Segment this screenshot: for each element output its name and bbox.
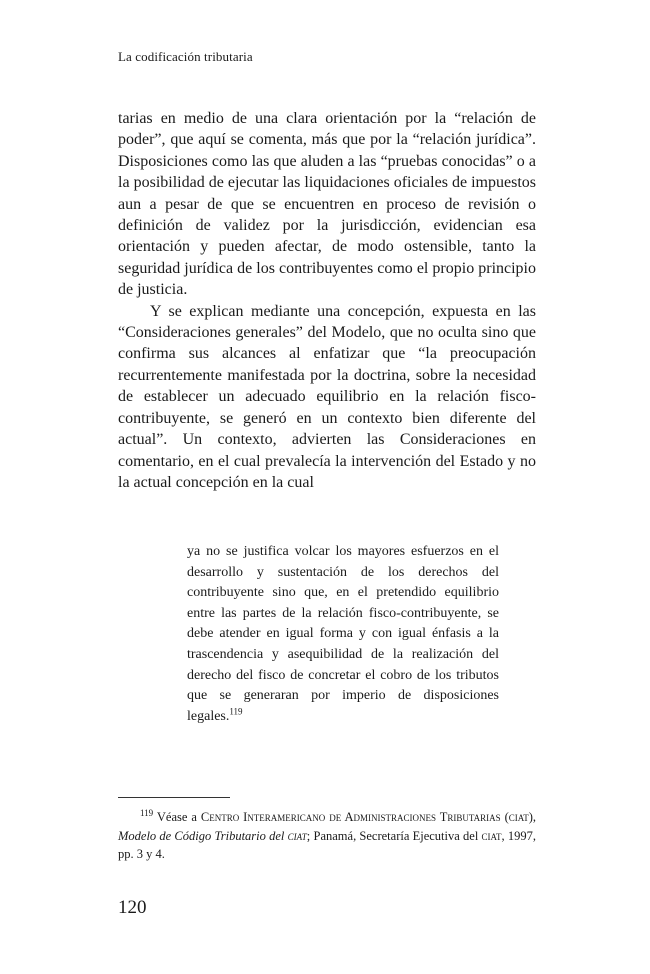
page-number: 120 (118, 897, 147, 918)
footnote-number: 119 (140, 807, 154, 818)
paragraph-2: Y se explican mediante una concepción, expuesta en las “Consideraciones generales” del Modelo, que no oculta sino que confirma sus alcances al enfatizar que “la preocupación recurrentemente manifestada por la doctrina, sobre la necesidad de establecer un adecuado equilibrio en la relación fisco-contribuyente, se generó en un contexto bien diferente del actual”. Un contexto, advierten las Consideraciones en comentario, en el cual prevalecía la intervención del Estado y no la actual concepción en la cual (118, 302, 536, 491)
footnote-rest-2: , 1997, pp. 3 y 4. (118, 828, 537, 862)
footnote-title-text: Modelo de Código Tributario del (118, 828, 285, 843)
footnote-reference: 119 (229, 706, 243, 717)
footnote-title-abbr: ciat (287, 828, 307, 843)
footnote-divider (118, 797, 230, 798)
running-header: La codificación tributaria (118, 49, 253, 64)
footnote-publisher-abbr: ciat (481, 828, 502, 843)
footnote-title (118, 829, 307, 843)
footnote (118, 808, 536, 864)
block-quote (187, 542, 499, 727)
paragraph-1: tarias en medio de una clara orientación por la “relación de poder”, que aquí se comenta, más que por la “relación jurídica”. Disposiciones como las que aluden a las “pruebas conocidas” o a la posibilidad de ejecutar las liquidaciones oficiales de impuestos aun a pesar de que se encuentren en proceso de revisión o definición de validez por la jurisdicción, evidencian esa orientación y pueden afectar, de modo ostensible, tanto la seguridad jurídica de los contribuyentes como el propio principio de justicia. (118, 110, 536, 299)
body-text (118, 108, 536, 493)
footnote-prefix: Véase a (156, 810, 197, 824)
footnote-author-abbr: (ciat), (504, 810, 537, 824)
footnote-rest-1: ; Panamá, Secretaría Ejecutiva del (306, 828, 479, 843)
block-quote-text: ya no se justifica volcar los mayores esfuerzos en el desarrollo y sustentación de los derechos del contribuyente sino que, en el pretendido equilibrio entre las partes de la relación fisco-contribuyente, se debe atender en igual forma y con igual énfasis a la trascendencia y asequibilidad de la realización del derecho del fisco de concretar el cobro de los tributos que se generaran por imperio de disposiciones legales. (187, 544, 499, 724)
footnote-author: Centro Interamericano de Administraciones Tributarias (200, 810, 501, 824)
